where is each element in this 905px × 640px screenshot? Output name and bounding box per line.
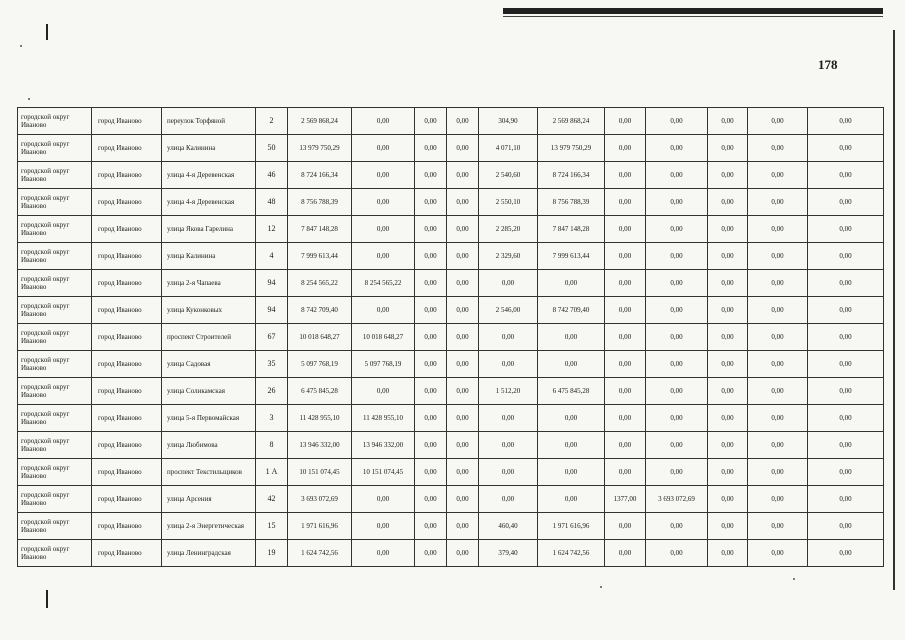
value-cell: 0,00	[479, 324, 538, 351]
value-cell: 0,00	[808, 216, 884, 243]
value-cell: 0,00	[479, 351, 538, 378]
value-cell: 0,00	[352, 513, 415, 540]
value-cell: 11 428 955,10	[288, 405, 352, 432]
value-cell: 0,00	[708, 540, 748, 567]
value-cell: 0,00	[708, 216, 748, 243]
page-top-thin-rule	[503, 16, 883, 17]
district-cell: городской округ Иваново	[18, 432, 92, 459]
value-cell: 0,00	[605, 189, 646, 216]
value-cell: 0,00	[447, 270, 479, 297]
district-cell: городской округ Иваново	[18, 351, 92, 378]
district-cell: городской округ Иваново	[18, 378, 92, 405]
house-number-cell: 46	[256, 162, 288, 189]
housing-register-table	[17, 107, 884, 567]
value-cell: 10 018 648,27	[288, 324, 352, 351]
value-cell: 10 151 074,45	[288, 459, 352, 486]
value-cell: 0,00	[447, 108, 479, 135]
value-cell: 0,00	[748, 270, 808, 297]
value-cell: 0,00	[708, 135, 748, 162]
value-cell: 0,00	[646, 216, 708, 243]
house-number-cell: 42	[256, 486, 288, 513]
street-cell: улица Садовая	[162, 351, 256, 378]
value-cell: 0,00	[708, 324, 748, 351]
city-cell: город Иваново	[92, 324, 162, 351]
value-cell: 0,00	[646, 162, 708, 189]
city-cell: город Иваново	[92, 243, 162, 270]
house-number-cell: 8	[256, 432, 288, 459]
table-row	[18, 189, 884, 216]
value-cell: 0,00	[646, 513, 708, 540]
value-cell: 11 428 955,10	[352, 405, 415, 432]
value-cell: 0,00	[479, 459, 538, 486]
value-cell: 0,00	[415, 297, 447, 324]
city-cell: город Иваново	[92, 432, 162, 459]
value-cell: 0,00	[808, 405, 884, 432]
table-row	[18, 216, 884, 243]
value-cell: 0,00	[479, 270, 538, 297]
value-cell: 0,00	[748, 378, 808, 405]
street-cell: проспект Строителей	[162, 324, 256, 351]
value-cell: 0,00	[605, 297, 646, 324]
value-cell: 0,00	[538, 351, 605, 378]
value-cell: 0,00	[415, 135, 447, 162]
value-cell: 0,00	[605, 135, 646, 162]
value-cell: 0,00	[646, 351, 708, 378]
value-cell: 0,00	[748, 108, 808, 135]
value-cell: 0,00	[479, 432, 538, 459]
value-cell: 0,00	[352, 378, 415, 405]
value-cell: 0,00	[415, 378, 447, 405]
value-cell: 2 546,00	[479, 297, 538, 324]
value-cell: 0,00	[708, 270, 748, 297]
value-cell: 379,40	[479, 540, 538, 567]
value-cell: 0,00	[748, 243, 808, 270]
house-number-cell: 19	[256, 540, 288, 567]
value-cell: 1 971 616,96	[538, 513, 605, 540]
value-cell: 0,00	[538, 270, 605, 297]
city-cell: город Иваново	[92, 513, 162, 540]
value-cell: 0,00	[708, 486, 748, 513]
value-cell: 0,00	[538, 432, 605, 459]
value-cell: 0,00	[447, 486, 479, 513]
value-cell: 8 724 166,34	[538, 162, 605, 189]
value-cell: 3 693 072,69	[288, 486, 352, 513]
city-cell: город Иваново	[92, 540, 162, 567]
value-cell: 0,00	[415, 324, 447, 351]
street-cell: улица 2-я Энергетическая	[162, 513, 256, 540]
value-cell: 8 742 709,40	[538, 297, 605, 324]
value-cell: 0,00	[708, 243, 748, 270]
value-cell: 5 097 768,19	[288, 351, 352, 378]
street-cell: улица 2-я Чапаева	[162, 270, 256, 297]
value-cell: 0,00	[447, 189, 479, 216]
value-cell: 13 946 332,00	[352, 432, 415, 459]
scan-left-mark-top	[46, 24, 48, 40]
value-cell: 0,00	[646, 432, 708, 459]
value-cell: 13 979 750,29	[288, 135, 352, 162]
page-number: 178	[818, 57, 838, 72]
value-cell: 0,00	[646, 297, 708, 324]
value-cell: 0,00	[808, 270, 884, 297]
table-row	[18, 108, 884, 135]
value-cell: 2 329,60	[479, 243, 538, 270]
value-cell: 0,00	[415, 351, 447, 378]
table-row	[18, 243, 884, 270]
value-cell: 13 979 750,29	[538, 135, 605, 162]
city-cell: город Иваново	[92, 162, 162, 189]
value-cell: 5 097 768,19	[352, 351, 415, 378]
street-cell: улица 4-я Деревенская	[162, 162, 256, 189]
street-cell: переулок Торфяной	[162, 108, 256, 135]
street-cell: улица Куконковых	[162, 297, 256, 324]
value-cell: 0,00	[415, 486, 447, 513]
value-cell: 13 946 332,00	[288, 432, 352, 459]
value-cell: 0,00	[808, 243, 884, 270]
scan-speck	[28, 98, 30, 100]
value-cell: 0,00	[447, 459, 479, 486]
value-cell: 0,00	[708, 378, 748, 405]
value-cell: 0,00	[479, 405, 538, 432]
house-number-cell: 12	[256, 216, 288, 243]
city-cell: город Иваново	[92, 135, 162, 162]
value-cell: 0,00	[352, 243, 415, 270]
value-cell: 0,00	[708, 108, 748, 135]
value-cell: 0,00	[708, 459, 748, 486]
value-cell: 0,00	[748, 540, 808, 567]
value-cell: 0,00	[352, 540, 415, 567]
value-cell: 8 756 788,39	[288, 189, 352, 216]
value-cell: 1 512,20	[479, 378, 538, 405]
table-row	[18, 378, 884, 405]
value-cell: 0,00	[415, 513, 447, 540]
district-cell: городской округ Иваново	[18, 459, 92, 486]
table-row	[18, 135, 884, 162]
street-cell: улица Якова Гарелина	[162, 216, 256, 243]
value-cell: 0,00	[748, 459, 808, 486]
value-cell: 0,00	[808, 351, 884, 378]
value-cell: 0,00	[447, 432, 479, 459]
value-cell: 0,00	[352, 486, 415, 513]
value-cell: 0,00	[538, 486, 605, 513]
value-cell: 0,00	[605, 432, 646, 459]
district-cell: городской округ Иваново	[18, 297, 92, 324]
value-cell: 0,00	[605, 216, 646, 243]
value-cell: 0,00	[646, 324, 708, 351]
district-cell: городской округ Иваново	[18, 189, 92, 216]
value-cell: 0,00	[605, 405, 646, 432]
value-cell: 0,00	[447, 405, 479, 432]
table-row	[18, 162, 884, 189]
house-number-cell: 94	[256, 270, 288, 297]
value-cell: 0,00	[646, 189, 708, 216]
value-cell: 0,00	[605, 243, 646, 270]
city-cell: город Иваново	[92, 486, 162, 513]
page-right-edge	[893, 30, 895, 590]
value-cell: 1377,00	[605, 486, 646, 513]
value-cell: 0,00	[808, 540, 884, 567]
city-cell: город Иваново	[92, 216, 162, 243]
value-cell: 0,00	[808, 459, 884, 486]
value-cell: 8 742 709,40	[288, 297, 352, 324]
value-cell: 0,00	[646, 378, 708, 405]
value-cell: 2 569 868,24	[288, 108, 352, 135]
value-cell: 0,00	[748, 216, 808, 243]
value-cell: 8 254 565,22	[352, 270, 415, 297]
scan-speck	[20, 45, 22, 47]
house-number-cell: 35	[256, 351, 288, 378]
house-number-cell: 48	[256, 189, 288, 216]
value-cell: 0,00	[646, 459, 708, 486]
value-cell: 8 254 565,22	[288, 270, 352, 297]
value-cell: 0,00	[415, 459, 447, 486]
house-number-cell: 1 А	[256, 459, 288, 486]
value-cell: 0,00	[605, 108, 646, 135]
value-cell: 0,00	[748, 405, 808, 432]
table-row	[18, 459, 884, 486]
table-row	[18, 513, 884, 540]
value-cell: 4 071,10	[479, 135, 538, 162]
value-cell: 0,00	[708, 297, 748, 324]
scan-speck	[600, 586, 602, 588]
value-cell: 0,00	[808, 513, 884, 540]
value-cell: 0,00	[646, 243, 708, 270]
house-number-cell: 15	[256, 513, 288, 540]
city-cell: город Иваново	[92, 378, 162, 405]
house-number-cell: 2	[256, 108, 288, 135]
value-cell: 7 999 613,44	[538, 243, 605, 270]
street-cell: проспект Текстильщиков	[162, 459, 256, 486]
value-cell: 0,00	[708, 405, 748, 432]
value-cell: 0,00	[352, 135, 415, 162]
value-cell: 0,00	[415, 189, 447, 216]
district-cell: городской округ Иваново	[18, 135, 92, 162]
value-cell: 0,00	[605, 513, 646, 540]
value-cell: 7 847 148,28	[538, 216, 605, 243]
street-cell: улица Ленинградская	[162, 540, 256, 567]
value-cell: 0,00	[447, 324, 479, 351]
value-cell: 0,00	[748, 135, 808, 162]
house-number-cell: 3	[256, 405, 288, 432]
value-cell: 0,00	[352, 162, 415, 189]
street-cell: улица 5-я Первомайская	[162, 405, 256, 432]
value-cell: 0,00	[352, 216, 415, 243]
value-cell: 0,00	[605, 351, 646, 378]
value-cell: 0,00	[415, 540, 447, 567]
city-cell: город Иваново	[92, 459, 162, 486]
value-cell: 0,00	[748, 351, 808, 378]
house-number-cell: 50	[256, 135, 288, 162]
value-cell: 7 847 148,28	[288, 216, 352, 243]
street-cell: улица 4-я Деревенская	[162, 189, 256, 216]
table-row	[18, 432, 884, 459]
value-cell: 0,00	[447, 540, 479, 567]
value-cell: 0,00	[447, 216, 479, 243]
value-cell: 0,00	[538, 459, 605, 486]
value-cell: 0,00	[646, 270, 708, 297]
city-cell: город Иваново	[92, 189, 162, 216]
value-cell: 0,00	[708, 162, 748, 189]
value-cell: 0,00	[808, 189, 884, 216]
value-cell: 0,00	[538, 324, 605, 351]
value-cell: 0,00	[808, 297, 884, 324]
value-cell: 0,00	[748, 297, 808, 324]
value-cell: 0,00	[605, 378, 646, 405]
value-cell: 1 624 742,56	[288, 540, 352, 567]
value-cell: 0,00	[447, 351, 479, 378]
table-row	[18, 270, 884, 297]
value-cell: 10 018 648,27	[352, 324, 415, 351]
value-cell: 0,00	[808, 432, 884, 459]
value-cell: 1 971 616,96	[288, 513, 352, 540]
table-row	[18, 486, 884, 513]
value-cell: 0,00	[808, 162, 884, 189]
city-cell: город Иваново	[92, 351, 162, 378]
value-cell: 0,00	[646, 135, 708, 162]
value-cell: 0,00	[748, 162, 808, 189]
street-cell: улица Арсения	[162, 486, 256, 513]
district-cell: городской округ Иваново	[18, 243, 92, 270]
street-cell: улица Калинина	[162, 243, 256, 270]
scan-speck	[793, 578, 795, 580]
district-cell: городской округ Иваново	[18, 270, 92, 297]
value-cell: 0,00	[748, 189, 808, 216]
value-cell: 0,00	[748, 432, 808, 459]
value-cell: 0,00	[605, 162, 646, 189]
value-cell: 0,00	[605, 540, 646, 567]
value-cell: 0,00	[415, 432, 447, 459]
value-cell: 0,00	[748, 513, 808, 540]
value-cell: 6 475 845,28	[538, 378, 605, 405]
value-cell: 0,00	[415, 243, 447, 270]
house-number-cell: 67	[256, 324, 288, 351]
value-cell: 0,00	[708, 513, 748, 540]
value-cell: 0,00	[352, 297, 415, 324]
value-cell: 0,00	[447, 243, 479, 270]
page-top-rule	[503, 8, 883, 14]
value-cell: 0,00	[352, 189, 415, 216]
table-row	[18, 297, 884, 324]
value-cell: 3 693 072,69	[646, 486, 708, 513]
table-row	[18, 324, 884, 351]
value-cell: 0,00	[646, 540, 708, 567]
city-cell: город Иваново	[92, 297, 162, 324]
value-cell: 0,00	[808, 378, 884, 405]
value-cell: 0,00	[447, 135, 479, 162]
value-cell: 0,00	[479, 486, 538, 513]
city-cell: город Иваново	[92, 405, 162, 432]
district-cell: городской округ Иваново	[18, 108, 92, 135]
district-cell: городской округ Иваново	[18, 513, 92, 540]
value-cell: 2 540,60	[479, 162, 538, 189]
value-cell: 0,00	[646, 108, 708, 135]
value-cell: 2 569 868,24	[538, 108, 605, 135]
table-row	[18, 405, 884, 432]
value-cell: 0,00	[708, 351, 748, 378]
street-cell: улица Любимова	[162, 432, 256, 459]
value-cell: 1 624 742,56	[538, 540, 605, 567]
value-cell: 460,40	[479, 513, 538, 540]
value-cell: 6 475 845,28	[288, 378, 352, 405]
district-cell: городской округ Иваново	[18, 162, 92, 189]
value-cell: 0,00	[415, 405, 447, 432]
value-cell: 0,00	[808, 108, 884, 135]
city-cell: город Иваново	[92, 270, 162, 297]
value-cell: 0,00	[538, 405, 605, 432]
value-cell: 0,00	[808, 324, 884, 351]
value-cell: 0,00	[748, 324, 808, 351]
street-cell: улица Калинина	[162, 135, 256, 162]
table-row	[18, 351, 884, 378]
value-cell: 0,00	[708, 432, 748, 459]
value-cell: 10 151 074,45	[352, 459, 415, 486]
scan-left-mark-bottom	[46, 590, 48, 608]
value-cell: 0,00	[808, 486, 884, 513]
value-cell: 0,00	[447, 162, 479, 189]
value-cell: 0,00	[708, 189, 748, 216]
value-cell: 0,00	[447, 513, 479, 540]
table-row	[18, 540, 884, 567]
value-cell: 0,00	[415, 108, 447, 135]
value-cell: 0,00	[447, 297, 479, 324]
district-cell: городской округ Иваново	[18, 540, 92, 567]
house-number-cell: 4	[256, 243, 288, 270]
value-cell: 0,00	[415, 270, 447, 297]
value-cell: 0,00	[415, 162, 447, 189]
value-cell: 8 756 788,39	[538, 189, 605, 216]
house-number-cell: 26	[256, 378, 288, 405]
value-cell: 0,00	[748, 486, 808, 513]
district-cell: городской округ Иваново	[18, 405, 92, 432]
value-cell: 0,00	[605, 459, 646, 486]
value-cell: 0,00	[808, 135, 884, 162]
value-cell: 0,00	[352, 108, 415, 135]
value-cell: 2 285,20	[479, 216, 538, 243]
value-cell: 8 724 166,34	[288, 162, 352, 189]
value-cell: 0,00	[605, 324, 646, 351]
value-cell: 0,00	[447, 378, 479, 405]
district-cell: городской округ Иваново	[18, 216, 92, 243]
value-cell: 0,00	[646, 405, 708, 432]
district-cell: городской округ Иваново	[18, 486, 92, 513]
value-cell: 304,90	[479, 108, 538, 135]
city-cell: город Иваново	[92, 108, 162, 135]
street-cell: улица Соликамская	[162, 378, 256, 405]
value-cell: 0,00	[415, 216, 447, 243]
district-cell: городской округ Иваново	[18, 324, 92, 351]
value-cell: 2 550,10	[479, 189, 538, 216]
value-cell: 0,00	[605, 270, 646, 297]
value-cell: 7 999 613,44	[288, 243, 352, 270]
house-number-cell: 94	[256, 297, 288, 324]
